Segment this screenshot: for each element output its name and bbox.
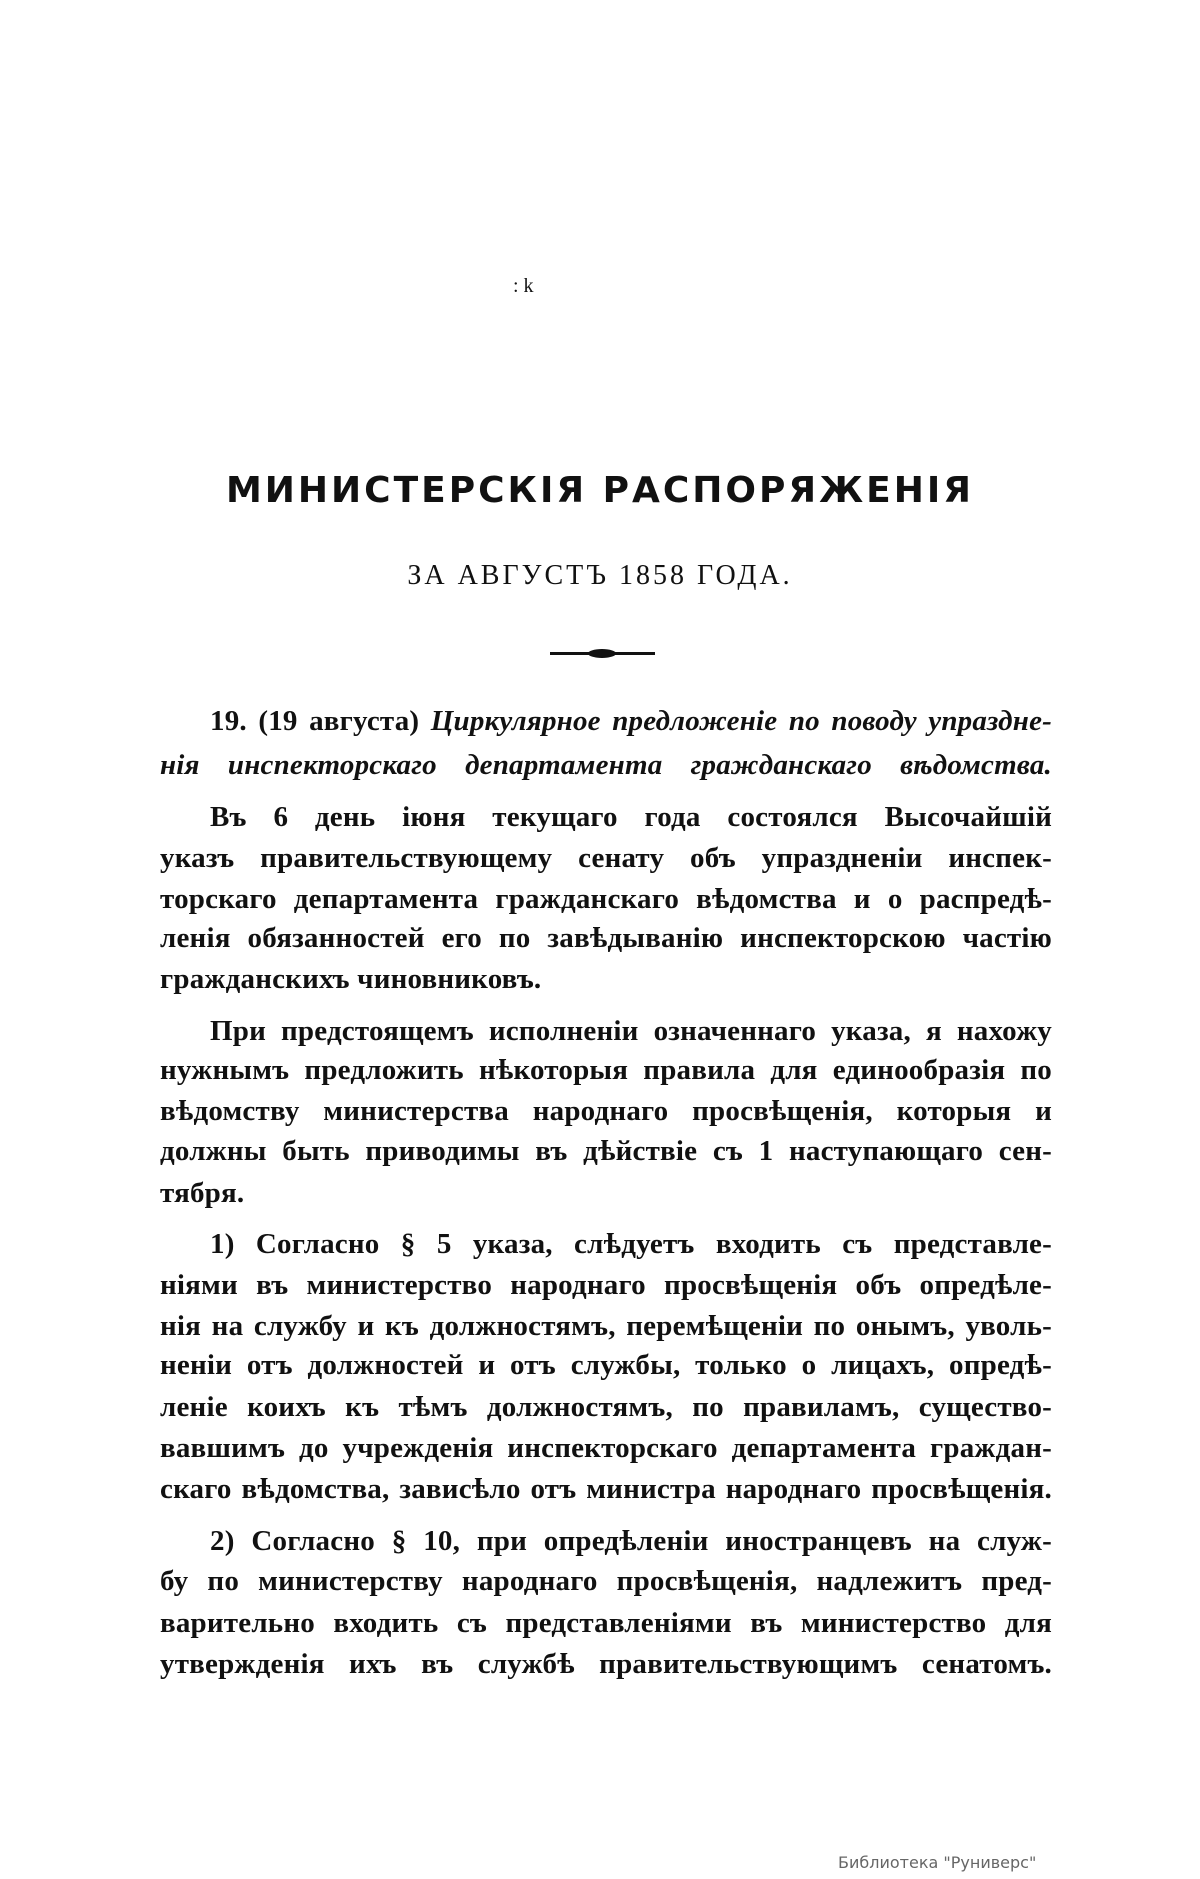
text-line: ніями въ министерство народнаго просвѣщенія объ опредѣле- <box>160 1269 1052 1301</box>
text-line: неніи отъ должностей и отъ службы, только о лицахъ, опредѣ- <box>160 1349 1052 1381</box>
text-line: варительно входить съ представленіями въ министерство для <box>160 1607 1052 1639</box>
text-line: утвержденія ихъ въ службѣ правительствующимъ сенатомъ. <box>160 1648 1052 1680</box>
text-line: должны быть приводимы въ дѣйствіе съ 1 наступающаго сен- <box>160 1135 1052 1167</box>
text-line <box>160 747 1052 783</box>
text-line: 2) Согласно § 10, при опредѣленіи иностранцевъ на служ- <box>210 1525 1052 1557</box>
text-line: вѣдомству министерства народнаго просвѣщенія, которыя и <box>160 1095 1052 1127</box>
text-line: гражданскихъ чиновниковъ. <box>160 963 542 995</box>
text-line: нужнымъ предложить нѣкоторыя правила для единообразія по <box>160 1054 1052 1086</box>
text-line: бу по министерству народнаго просвѣщенія, надлежитъ пред- <box>160 1565 1052 1597</box>
text-line: Въ 6 день іюня текущаго года состоялся Высочайшій <box>210 801 1052 833</box>
text-line: ленія обязанностей его по завѣдыванію инспекторскою частію <box>160 922 1052 954</box>
text-line: 1) Согласно § 5 указа, слѣдуетъ входить съ представле- <box>210 1228 1052 1260</box>
item-heading: Циркулярное предложеніе по поводу упраздне- <box>430 705 1052 737</box>
page-subtitle: ЗА АВГУСТЪ 1858 ГОДА. <box>407 560 793 591</box>
text-line: тября. <box>160 1177 245 1209</box>
text-line: нія на службу и къ должностямъ, перемѣщеніи по онымъ, уволь- <box>160 1310 1052 1342</box>
text-line: При предстоящемъ исполненіи означеннаго указа, я нахожу <box>210 1015 1052 1047</box>
text-line: скаго вѣдомства, зависѣло отъ министра народнаго просвѣщенія. <box>160 1473 1052 1505</box>
ornament-divider <box>550 652 655 655</box>
text-line: торскаго департамента гражданскаго вѣдомства и о распредѣ- <box>160 883 1052 915</box>
text-line: указъ правительствующему сенату объ упраздненіи инспек- <box>160 842 1052 874</box>
text-line <box>210 703 1052 739</box>
item-number: 19. (19 августа) <box>210 705 431 737</box>
library-watermark: Библиотека "Руниверс" <box>838 1853 1037 1872</box>
page-mark: : k <box>513 275 534 297</box>
page-title: МИНИСТЕРСКІЯ РАСПОРЯЖЕНІЯ <box>225 470 975 511</box>
text-line: леніе коихъ къ тѣмъ должностямъ, по правиламъ, существо- <box>160 1391 1052 1423</box>
item-heading: нія инспекторскаго департамента гражданскаго вѣдомства. <box>160 749 1052 781</box>
text-line: вавшимъ до учрежденія инспекторскаго департамента граждан- <box>160 1432 1052 1464</box>
